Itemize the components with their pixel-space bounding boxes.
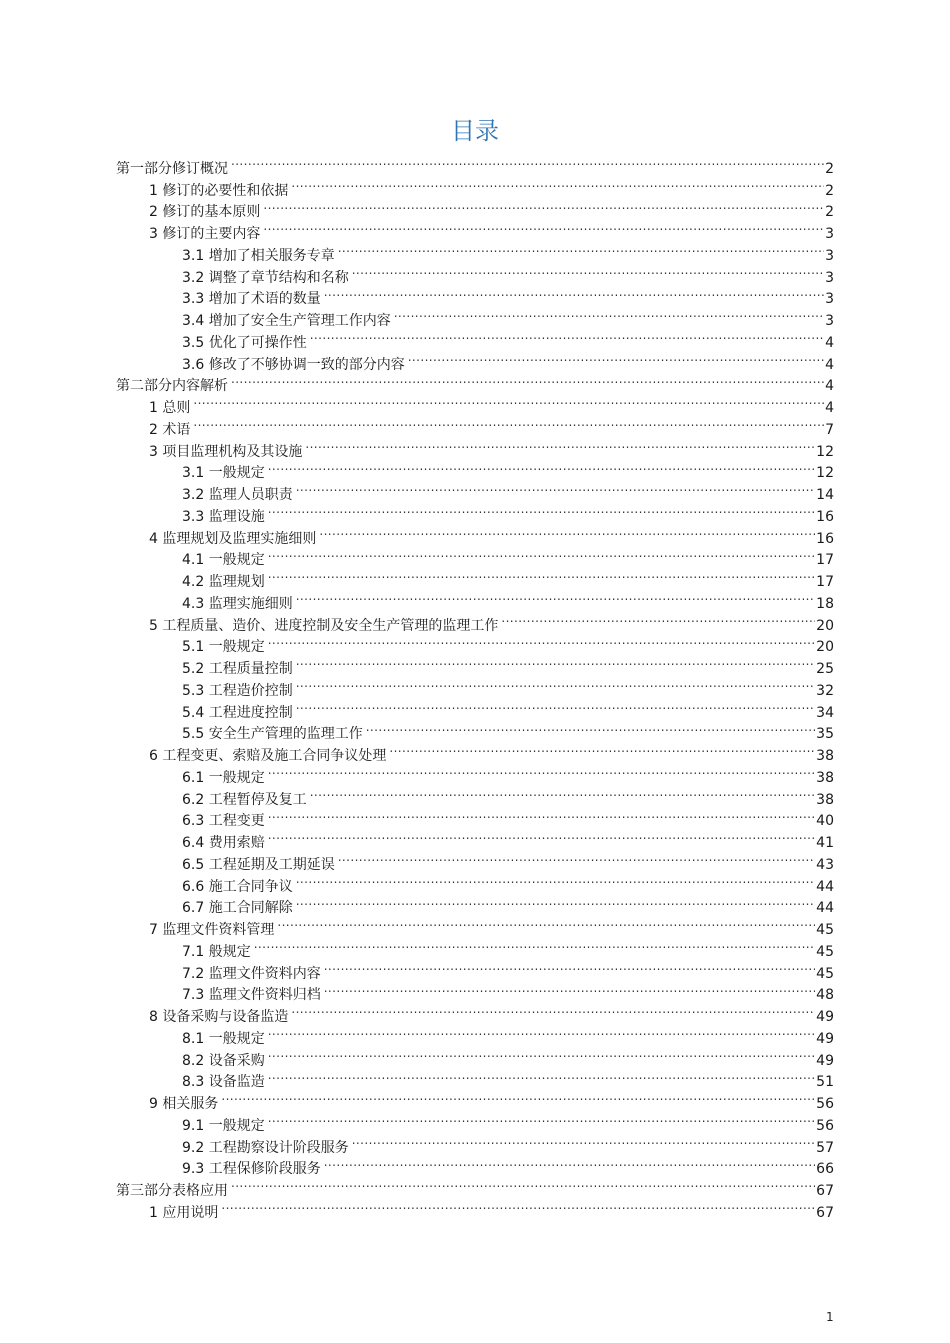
dot-leader (252, 934, 815, 956)
dot-leader (350, 1130, 815, 1152)
toc-entry-label: 3.2 监理人员职责 (182, 487, 293, 503)
toc-entry-label: 4.1 一般规定 (182, 552, 265, 569)
toc-entry-label: 6.6 施工合同争议 (182, 878, 293, 895)
dot-leader (387, 738, 815, 760)
dot-leader (294, 891, 815, 913)
toc-entry-page: 7 (825, 421, 834, 438)
toc-entry[interactable] (182, 1108, 834, 1134)
dot-leader (364, 717, 815, 739)
toc-entry[interactable] (182, 760, 834, 786)
dot-leader (294, 586, 815, 608)
toc-entry-page: 2 (825, 204, 834, 221)
toc-entry-label: 3.1 一般规定 (182, 465, 265, 482)
toc-entry-label: 5.2 工程质量控制 (182, 661, 293, 677)
toc-entry-label: 8.1 一般规定 (182, 1030, 265, 1047)
toc-entry-page: 49 (816, 1030, 834, 1047)
toc-entry[interactable] (182, 825, 834, 851)
toc-entry-label: 7.2 监理文件资料内容 (182, 965, 321, 982)
toc-entry-page: 38 (816, 791, 834, 808)
toc-entry[interactable] (182, 891, 834, 917)
toc-entry[interactable] (182, 282, 834, 308)
dot-leader (308, 325, 824, 347)
toc-entry-label: 3 项目监理机构及其设施 (149, 443, 303, 460)
dot-leader (229, 1173, 815, 1195)
toc-entry[interactable] (182, 978, 834, 1004)
toc-entry-page: 35 (816, 726, 834, 743)
dot-leader (219, 1195, 815, 1217)
toc-entry-label: 8 设备采购与设备监造 (149, 1009, 289, 1025)
toc-entry-label: 7.3 监理文件资料归档 (182, 987, 321, 1004)
dot-leader (294, 695, 815, 717)
toc-entry[interactable] (182, 804, 834, 830)
toc-entry-label: 第二部分内容解析 (116, 378, 228, 395)
toc-entry-page: 43 (816, 856, 834, 873)
dot-leader (266, 1065, 815, 1087)
toc-entry-label: 8.3 设备监造 (182, 1074, 265, 1091)
toc-entry-label: 4.3 监理实施细则 (182, 595, 293, 612)
toc-entry[interactable] (182, 260, 834, 286)
toc-entry-page: 12 (816, 465, 834, 482)
toc-entry-page: 16 (816, 508, 834, 525)
toc-entry-label: 8.2 设备采购 (182, 1052, 265, 1069)
toc-entry[interactable] (182, 695, 834, 721)
toc-entry-label: 第一部分修订概况 (116, 160, 228, 177)
toc-entry[interactable] (149, 1195, 834, 1221)
dot-leader (266, 760, 815, 782)
dot-leader (303, 434, 815, 456)
toc-entry-page: 34 (816, 704, 834, 721)
dot-leader (294, 869, 815, 891)
toc-entry-label: 6.3 工程变更 (182, 813, 265, 830)
dot-leader (406, 347, 824, 369)
toc-entry-label: 6.7 施工合同解除 (182, 900, 293, 917)
toc-entry-label: 3.3 增加了术语的数量 (182, 291, 321, 308)
toc-entry-label: 5 工程质量、造价、进度控制及安全生产管理的监理工作 (149, 617, 499, 634)
dot-leader (294, 673, 815, 695)
toc-entry-page: 12 (816, 443, 834, 460)
toc-entry-label: 6 工程变更、索赔及施工合同争议处理 (149, 748, 387, 764)
toc-entry-page: 49 (816, 1009, 834, 1025)
toc-entry-page: 67 (816, 1183, 834, 1199)
toc-entry-page: 2 (825, 160, 834, 177)
toc-entry[interactable] (149, 195, 834, 221)
toc-entry[interactable] (182, 1021, 834, 1047)
toc-entry-page: 40 (816, 813, 834, 830)
toc-entry-label: 1 总则 (149, 400, 191, 416)
toc-entry[interactable] (182, 477, 834, 503)
toc-entry-label: 2 修订的基本原则 (149, 204, 261, 221)
toc-entry-page: 38 (816, 769, 834, 786)
toc-entry-label: 1 修订的必要性和依据 (149, 182, 289, 199)
toc-entry[interactable] (182, 651, 834, 677)
toc-entry[interactable] (182, 630, 834, 656)
dot-leader (191, 390, 824, 412)
toc-entry-label: 9.2 工程勘察设计阶段服务 (182, 1139, 349, 1156)
toc-entry-page: 3 (825, 291, 834, 308)
toc-entry-page: 3 (825, 269, 834, 286)
toc-entry-label: 3.5 优化了可操作性 (182, 334, 307, 351)
toc-entry-page: 20 (816, 617, 834, 634)
toc-entry-page: 25 (816, 661, 834, 677)
dot-leader (229, 151, 824, 173)
table-of-contents (0, 151, 950, 1221)
toc-entry-page: 56 (816, 1117, 834, 1134)
toc-entry-page: 45 (816, 943, 834, 960)
toc-title: 目录 (451, 117, 499, 145)
dot-leader (350, 260, 824, 282)
toc-entry[interactable] (182, 1043, 834, 1069)
dot-leader (289, 173, 824, 195)
toc-entry-label: 5.4 工程进度控制 (182, 704, 293, 721)
dot-leader (266, 499, 815, 521)
toc-entry[interactable] (182, 934, 834, 960)
toc-entry[interactable] (149, 412, 834, 438)
toc-entry[interactable] (116, 151, 834, 177)
toc-entry[interactable] (149, 390, 834, 416)
toc-entry-label: 3 修订的主要内容 (149, 226, 261, 242)
dot-leader (266, 1021, 815, 1043)
toc-entry-page: 32 (816, 682, 834, 699)
toc-entry[interactable] (182, 564, 834, 590)
toc-entry-page: 67 (816, 1204, 834, 1221)
dot-leader (322, 956, 815, 978)
dot-leader (336, 238, 824, 260)
toc-entry-page: 48 (816, 987, 834, 1004)
toc-entry[interactable] (182, 673, 834, 699)
dot-leader (266, 1108, 815, 1130)
toc-entry[interactable] (149, 521, 834, 547)
toc-entry-page: 56 (816, 1096, 834, 1112)
toc-entry-label: 5.1 一般规定 (182, 639, 265, 656)
dot-leader (336, 847, 815, 869)
toc-entry-label: 3.6 修改了不够协调一致的部分内容 (182, 356, 405, 373)
toc-entry[interactable] (182, 956, 834, 982)
toc-entry-page: 51 (816, 1074, 834, 1091)
dot-leader (266, 456, 815, 478)
dot-leader (219, 1086, 815, 1108)
dot-leader (294, 477, 815, 499)
toc-entry[interactable] (149, 738, 834, 764)
toc-entry-label: 第三部分表格应用 (116, 1183, 228, 1199)
toc-entry[interactable] (182, 543, 834, 569)
toc-entry[interactable] (182, 847, 834, 873)
toc-entry-page: 38 (816, 748, 834, 764)
toc-entry-page: 2 (825, 182, 834, 199)
toc-entry-page: 4 (825, 378, 834, 395)
toc-entry-page: 49 (816, 1052, 834, 1069)
dot-leader (266, 1043, 815, 1065)
toc-entry-page: 57 (816, 1139, 834, 1156)
dot-leader (261, 195, 824, 217)
toc-entry[interactable] (182, 717, 834, 743)
dot-leader (499, 608, 815, 630)
dot-leader (308, 782, 815, 804)
toc-entry-label: 5.3 工程造价控制 (182, 682, 293, 699)
toc-entry[interactable] (149, 912, 834, 938)
toc-entry-label: 3.3 监理设施 (182, 508, 265, 525)
toc-entry-page: 66 (816, 1161, 834, 1178)
toc-entry-label: 9.3 工程保修阶段服务 (182, 1161, 321, 1178)
dot-leader (392, 303, 824, 325)
dot-leader (322, 282, 824, 304)
page-number: 1 (826, 1310, 834, 1324)
toc-entry-page: 18 (816, 595, 834, 612)
dot-leader (266, 825, 815, 847)
toc-entry-page: 45 (816, 922, 834, 938)
toc-entry-label: 3.2 调整了章节结构和名称 (182, 269, 349, 286)
dot-leader (266, 564, 815, 586)
toc-entry-label: 6.4 费用索赔 (182, 835, 265, 851)
toc-entry[interactable] (182, 456, 834, 482)
dot-leader (322, 1152, 815, 1174)
toc-entry-page: 17 (816, 574, 834, 590)
toc-entry-label: 9 相关服务 (149, 1096, 219, 1112)
toc-entry-label: 6.5 工程延期及工期延误 (182, 856, 335, 873)
toc-entry[interactable] (116, 1173, 834, 1199)
toc-entry-page: 45 (816, 965, 834, 982)
toc-entry-page: 44 (816, 878, 834, 895)
toc-entry[interactable] (182, 1130, 834, 1156)
toc-entry-label: 6.1 一般规定 (182, 769, 265, 786)
dot-leader (266, 804, 815, 826)
toc-entry-page: 14 (816, 487, 834, 503)
toc-entry-page: 16 (816, 530, 834, 547)
toc-entry[interactable] (182, 238, 834, 264)
toc-entry-label: 3.4 增加了安全生产管理工作内容 (182, 313, 391, 329)
toc-entry[interactable] (182, 782, 834, 808)
toc-entry-page: 3 (825, 247, 834, 264)
toc-entry[interactable] (182, 586, 834, 612)
toc-entry-label: 3.1 增加了相关服务专章 (182, 247, 335, 264)
toc-entry[interactable] (116, 369, 834, 395)
toc-entry-page: 4 (825, 334, 834, 351)
toc-entry[interactable] (149, 173, 834, 199)
toc-entry-page: 41 (816, 835, 834, 851)
toc-entry-page: 17 (816, 552, 834, 569)
toc-entry-label: 9.1 一般规定 (182, 1117, 265, 1134)
toc-entry-label: 2 术语 (149, 421, 191, 438)
toc-entry[interactable] (149, 1086, 834, 1112)
toc-entry-page: 44 (816, 900, 834, 917)
toc-entry[interactable] (149, 216, 834, 242)
toc-entry[interactable] (182, 1065, 834, 1091)
dot-leader (191, 412, 824, 434)
dot-leader (261, 216, 824, 238)
toc-entry-page: 4 (825, 356, 834, 373)
toc-entry[interactable] (182, 499, 834, 525)
toc-entry-page: 4 (825, 400, 834, 416)
toc-entry[interactable] (182, 303, 834, 329)
dot-leader (317, 521, 815, 543)
toc-entry-page: 3 (825, 313, 834, 329)
dot-leader (266, 543, 815, 565)
toc-entry-label: 1 应用说明 (149, 1204, 219, 1221)
dot-leader (229, 369, 824, 391)
toc-entry-label: 4 监理规划及监理实施细则 (149, 530, 317, 547)
dot-leader (266, 630, 815, 652)
toc-entry-label: 6.2 工程暂停及复工 (182, 791, 307, 808)
dot-leader (275, 912, 815, 934)
toc-entry[interactable] (149, 608, 834, 634)
toc-entry-label: 5.5 安全生产管理的监理工作 (182, 726, 363, 743)
toc-entry-label: 4.2 监理规划 (182, 574, 265, 590)
toc-entry[interactable] (182, 869, 834, 895)
toc-entry[interactable] (182, 347, 834, 373)
toc-entry[interactable] (182, 1152, 834, 1178)
toc-entry-label: 7.1 般规定 (182, 943, 251, 960)
toc-entry[interactable] (182, 325, 834, 351)
dot-leader (289, 999, 815, 1021)
toc-entry-page: 3 (825, 226, 834, 242)
dot-leader (322, 978, 815, 1000)
dot-leader (294, 651, 815, 673)
toc-entry[interactable] (149, 999, 834, 1025)
toc-entry-label: 7 监理文件资料管理 (149, 922, 275, 938)
toc-entry[interactable] (149, 434, 834, 460)
toc-entry-page: 20 (816, 639, 834, 656)
